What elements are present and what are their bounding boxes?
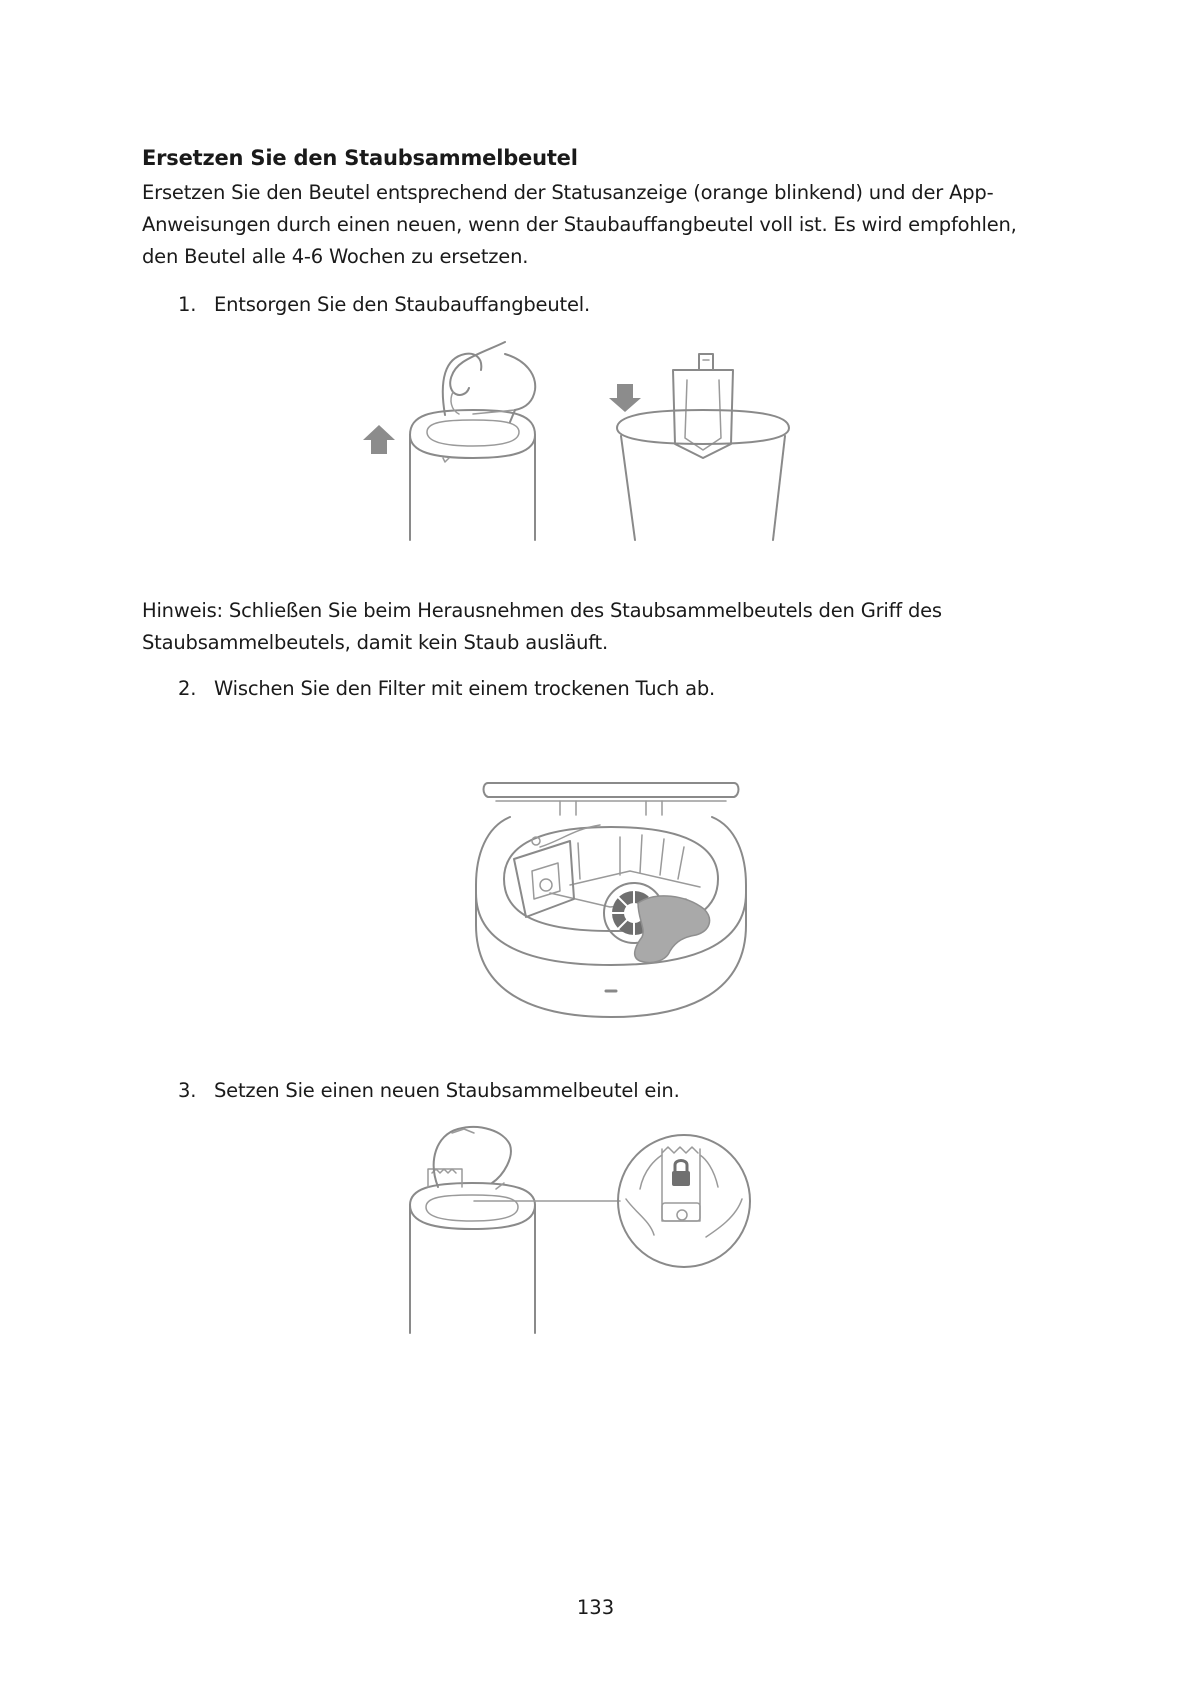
intro-line: den Beutel alle 4-6 Wochen zu ersetzen.: [142, 245, 529, 268]
step-text: Entsorgen Sie den Staubauffangbeutel.: [214, 293, 590, 316]
intro-line: Anweisungen durch einen neuen, wenn der Staubauffangbeutel voll ist. Es wird empfohlen,: [142, 213, 1017, 236]
step-text: Setzen Sie einen neuen Staubsammelbeutel ein.: [214, 1079, 680, 1102]
step-item: [178, 677, 978, 705]
note-paragraph: [142, 595, 1082, 659]
step-number: 3.: [178, 1079, 197, 1102]
step-number: 1.: [178, 293, 197, 316]
figure-clean-filter: [470, 775, 755, 1025]
step-item: [178, 293, 978, 321]
page-number: 133: [576, 1596, 615, 1619]
bag-removed-illustration: [355, 340, 835, 550]
lock-icon: [672, 1161, 690, 1187]
intro-line: Ersetzen Sie den Beutel entsprechend der Statusanzeige (orange blinkend) und der App-: [142, 181, 994, 204]
bag-insert-illustration: [400, 1125, 760, 1340]
figure-remove-bag: [355, 340, 835, 550]
step-item: [178, 1079, 978, 1107]
note-line: Hinweis: Schließen Sie beim Herausnehmen des Staubsammelbeutels den Griff des: [142, 599, 942, 622]
section-title: Ersetzen Sie den Staubsammelbeutel: [142, 146, 578, 170]
step-text: Wischen Sie den Filter mit einem trockenen Tuch ab.: [214, 677, 716, 700]
figure-insert-bag: [400, 1125, 760, 1340]
filter-cleaning-illustration: [470, 775, 755, 1025]
intro-paragraph: [142, 177, 1082, 273]
note-line: Staubsammelbeutels, damit kein Staub ausläuft.: [142, 631, 608, 654]
arrow-down-icon: [609, 384, 641, 412]
step-number: 2.: [178, 677, 197, 700]
